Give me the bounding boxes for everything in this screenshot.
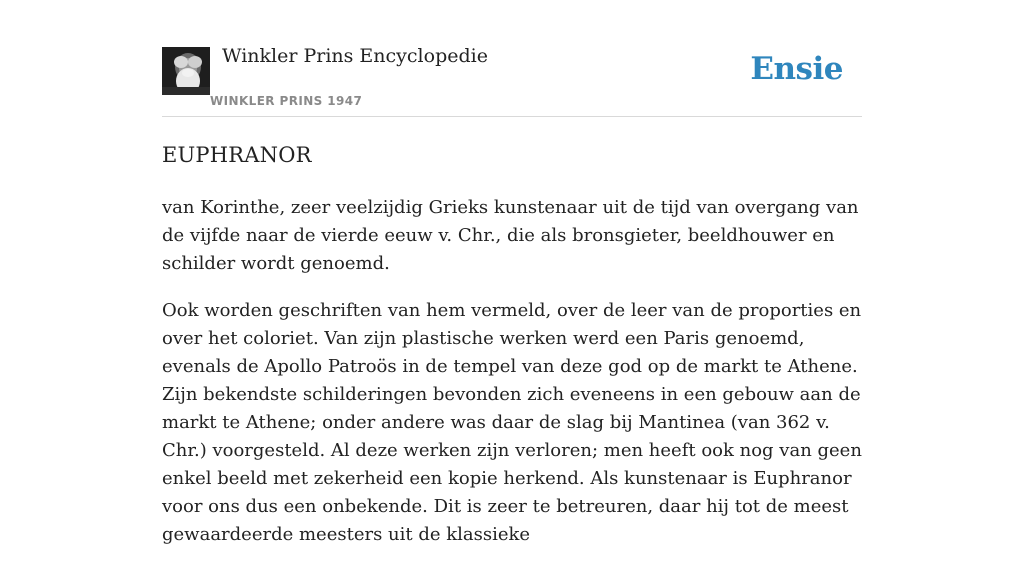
author-avatar[interactable] [162, 47, 210, 95]
source-subtitle: WINKLER PRINS 1947 [210, 94, 363, 108]
site-title[interactable]: Winkler Prins Encyclopedie [222, 45, 488, 67]
brand-logo[interactable]: Ensie [750, 51, 843, 87]
article-paragraph: van Korinthe, zeer veelzijdig Grieks kunstenaar uit de tijd van overgang van de vijfde naar de vierde eeuw v. Chr., die als bronsgieter, beeldhouwer en schilder wordt genoemd. [162, 197, 859, 274]
header [162, 0, 862, 117]
article-paragraph: Ook worden geschriften van hem vermeld, over de leer van de proporties en over het coloriet. Van zijn plastische werken werd een Paris genoemd, evenals de Apollo Patroös in de tempel van deze god op de markt te Athene. Zijn bekendste schilderingen bevonden zich eveneens in een gebouw aan de markt te Athene; onder andere was daar de slag bij Mantinea (van 362 v. Chr.) voorgesteld. Al deze werken zijn verloren; men heeft ook nog van geen enkel beeld met zekerheid een kopie herkend. Als kunstenaar is Euphranor voor ons dus een onbekende. Dit is zeer te betreuren, daar hij tot de meest gewaardeerde meesters uit de klassieke [162, 300, 862, 545]
article [162, 139, 862, 568]
portrait-image [162, 47, 210, 95]
article-title: EUPHRANOR [162, 143, 312, 167]
